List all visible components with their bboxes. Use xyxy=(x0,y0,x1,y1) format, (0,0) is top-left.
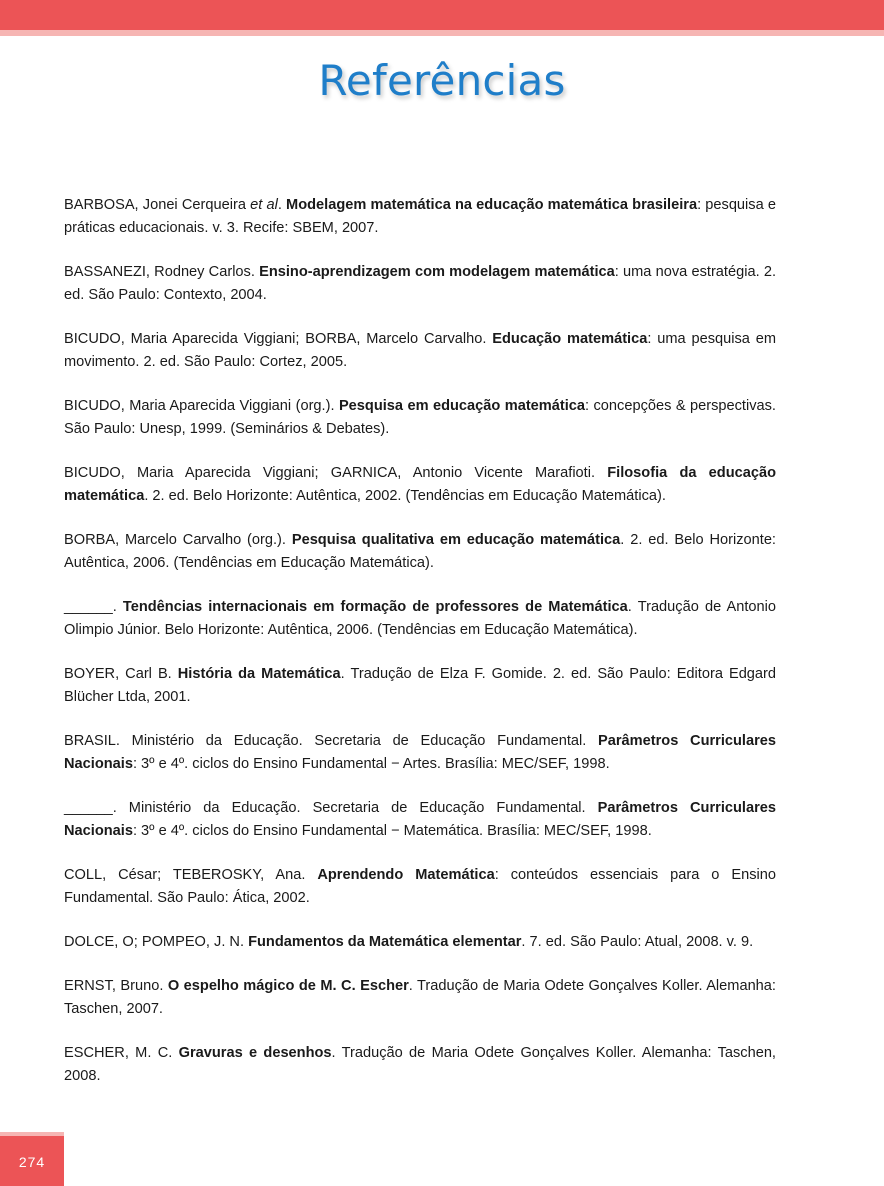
reference-item xyxy=(64,663,776,709)
reference-item xyxy=(64,864,776,910)
reference-author: BICUDO, Maria Aparecida Viggiani (org.). xyxy=(64,398,339,414)
reference-title: Fundamentos da Matemática elementar xyxy=(248,934,522,950)
reference-author: BASSANEZI, Rodney Carlos. xyxy=(64,264,260,280)
reference-title: História da Matemática xyxy=(177,666,341,682)
reference-title: Modelagem matemática na educação matemática brasileira xyxy=(286,197,698,213)
reference-title: Pesquisa qualitativa em educação matemática xyxy=(291,532,621,548)
reference-details: . 2. ed. Belo Horizonte: Autêntica, 2002. (Tendências em Educação Matemática). xyxy=(144,488,666,504)
reference-title: Filosofia da educação matemática xyxy=(64,465,776,504)
reference-details: . 7. ed. São Paulo: Atual, 2008. v. 9. xyxy=(521,934,754,950)
reference-item xyxy=(64,261,776,307)
reference-details: : pesquisa e práticas educacionais. v. 3. Recife: SBEM, 2007. xyxy=(64,197,776,236)
reference-author: ______. xyxy=(64,599,123,615)
reference-author: COLL, César; TEBEROSKY, Ana. xyxy=(64,867,318,883)
reference-title: Pesquisa em educação matemática xyxy=(338,398,586,414)
reference-item xyxy=(64,797,776,843)
reference-title: Educação matemática xyxy=(492,331,648,347)
reference-author: ______. Ministério da Educação. Secretaria de Educação Fundamental. xyxy=(64,800,598,816)
reference-item xyxy=(64,931,776,954)
page-number-box xyxy=(0,1132,64,1186)
reference-details: : concepções & perspectivas. São Paulo: Unesp, 1999. (Seminários & Debates). xyxy=(64,398,776,437)
reference-title: Ensino-aprendizagem com modelagem matemática xyxy=(259,264,615,280)
reference-item xyxy=(64,395,776,441)
reference-details: : uma nova estratégia. 2. ed. São Paulo: Contexto, 2004. xyxy=(64,264,776,303)
reference-item xyxy=(64,1042,776,1088)
reference-italic: et al xyxy=(250,197,278,213)
reference-item xyxy=(64,328,776,374)
reference-details: : uma pesquisa em movimento. 2. ed. São Paulo: Cortez, 2005. xyxy=(64,331,776,370)
reference-item xyxy=(64,462,776,508)
reference-punct: . xyxy=(277,197,287,213)
reference-author: BARBOSA, Jonei Cerqueira xyxy=(64,197,251,213)
reference-item xyxy=(64,975,776,1021)
reference-title: O espelho mágico de M. C. Escher xyxy=(167,978,409,994)
reference-item xyxy=(64,529,776,575)
reference-details: : 3º e 4º. ciclos do Ensino Fundamental − Matemática. Brasília: MEC/SEF, 1998. xyxy=(132,823,652,839)
reference-author: ESCHER, M. C. xyxy=(64,1045,179,1061)
reference-details: . Tradução de Elza F. Gomide. 2. ed. São Paulo: Editora Edgard Blücher Ltda, 2001. xyxy=(64,666,777,705)
reference-title: Parâmetros Curriculares Nacionais xyxy=(64,733,777,772)
reference-details: . Tradução de Maria Odete Gonçalves Koller. Alemanha: Taschen, 2008. xyxy=(64,1045,776,1084)
reference-author: DOLCE, O; POMPEO, J. N. xyxy=(64,934,249,950)
reference-author: BORBA, Marcelo Carvalho (org.). xyxy=(64,532,292,548)
top-banner-underline xyxy=(0,30,884,36)
reference-title: Gravuras e desenhos xyxy=(178,1045,332,1061)
reference-title: Aprendendo Matemática xyxy=(317,867,495,883)
reference-details: . Tradução de Antonio Olimpio Júnior. Belo Horizonte: Autêntica, 2006. (Tendências em Educação Matemática). xyxy=(64,599,776,638)
reference-item xyxy=(64,194,776,240)
reference-details: : conteúdos essenciais para o Ensino Fundamental. São Paulo: Ática, 2002. xyxy=(64,867,776,906)
page-number: 274 xyxy=(18,1154,46,1170)
reference-list xyxy=(64,194,776,1109)
reference-title: Tendências internacionais em formação de professores de Matemática xyxy=(122,599,628,615)
reference-item xyxy=(64,730,776,776)
page-title: Referências xyxy=(318,56,566,105)
top-banner xyxy=(0,0,884,30)
reference-item xyxy=(64,596,776,642)
reference-author: BICUDO, Maria Aparecida Viggiani; GARNICA, Antonio Vicente Marafioti. xyxy=(64,465,608,481)
reference-author: BICUDO, Maria Aparecida Viggiani; BORBA, Marcelo Carvalho. xyxy=(64,331,493,347)
reference-author: BOYER, Carl B. xyxy=(64,666,178,682)
reference-details: . Tradução de Maria Odete Gonçalves Koller. Alemanha: Taschen, 2007. xyxy=(64,978,776,1017)
reference-title: Parâmetros Curriculares Nacionais xyxy=(64,800,776,839)
reference-author: BRASIL. Ministério da Educação. Secretaria de Educação Fundamental. xyxy=(64,733,599,749)
reference-author: ERNST, Bruno. xyxy=(64,978,168,994)
reference-details: : 3º e 4º. ciclos do Ensino Fundamental − Artes. Brasília: MEC/SEF, 1998. xyxy=(132,756,610,772)
reference-details: . 2. ed. Belo Horizonte: Autêntica, 2006. (Tendências em Educação Matemática). xyxy=(64,532,776,571)
